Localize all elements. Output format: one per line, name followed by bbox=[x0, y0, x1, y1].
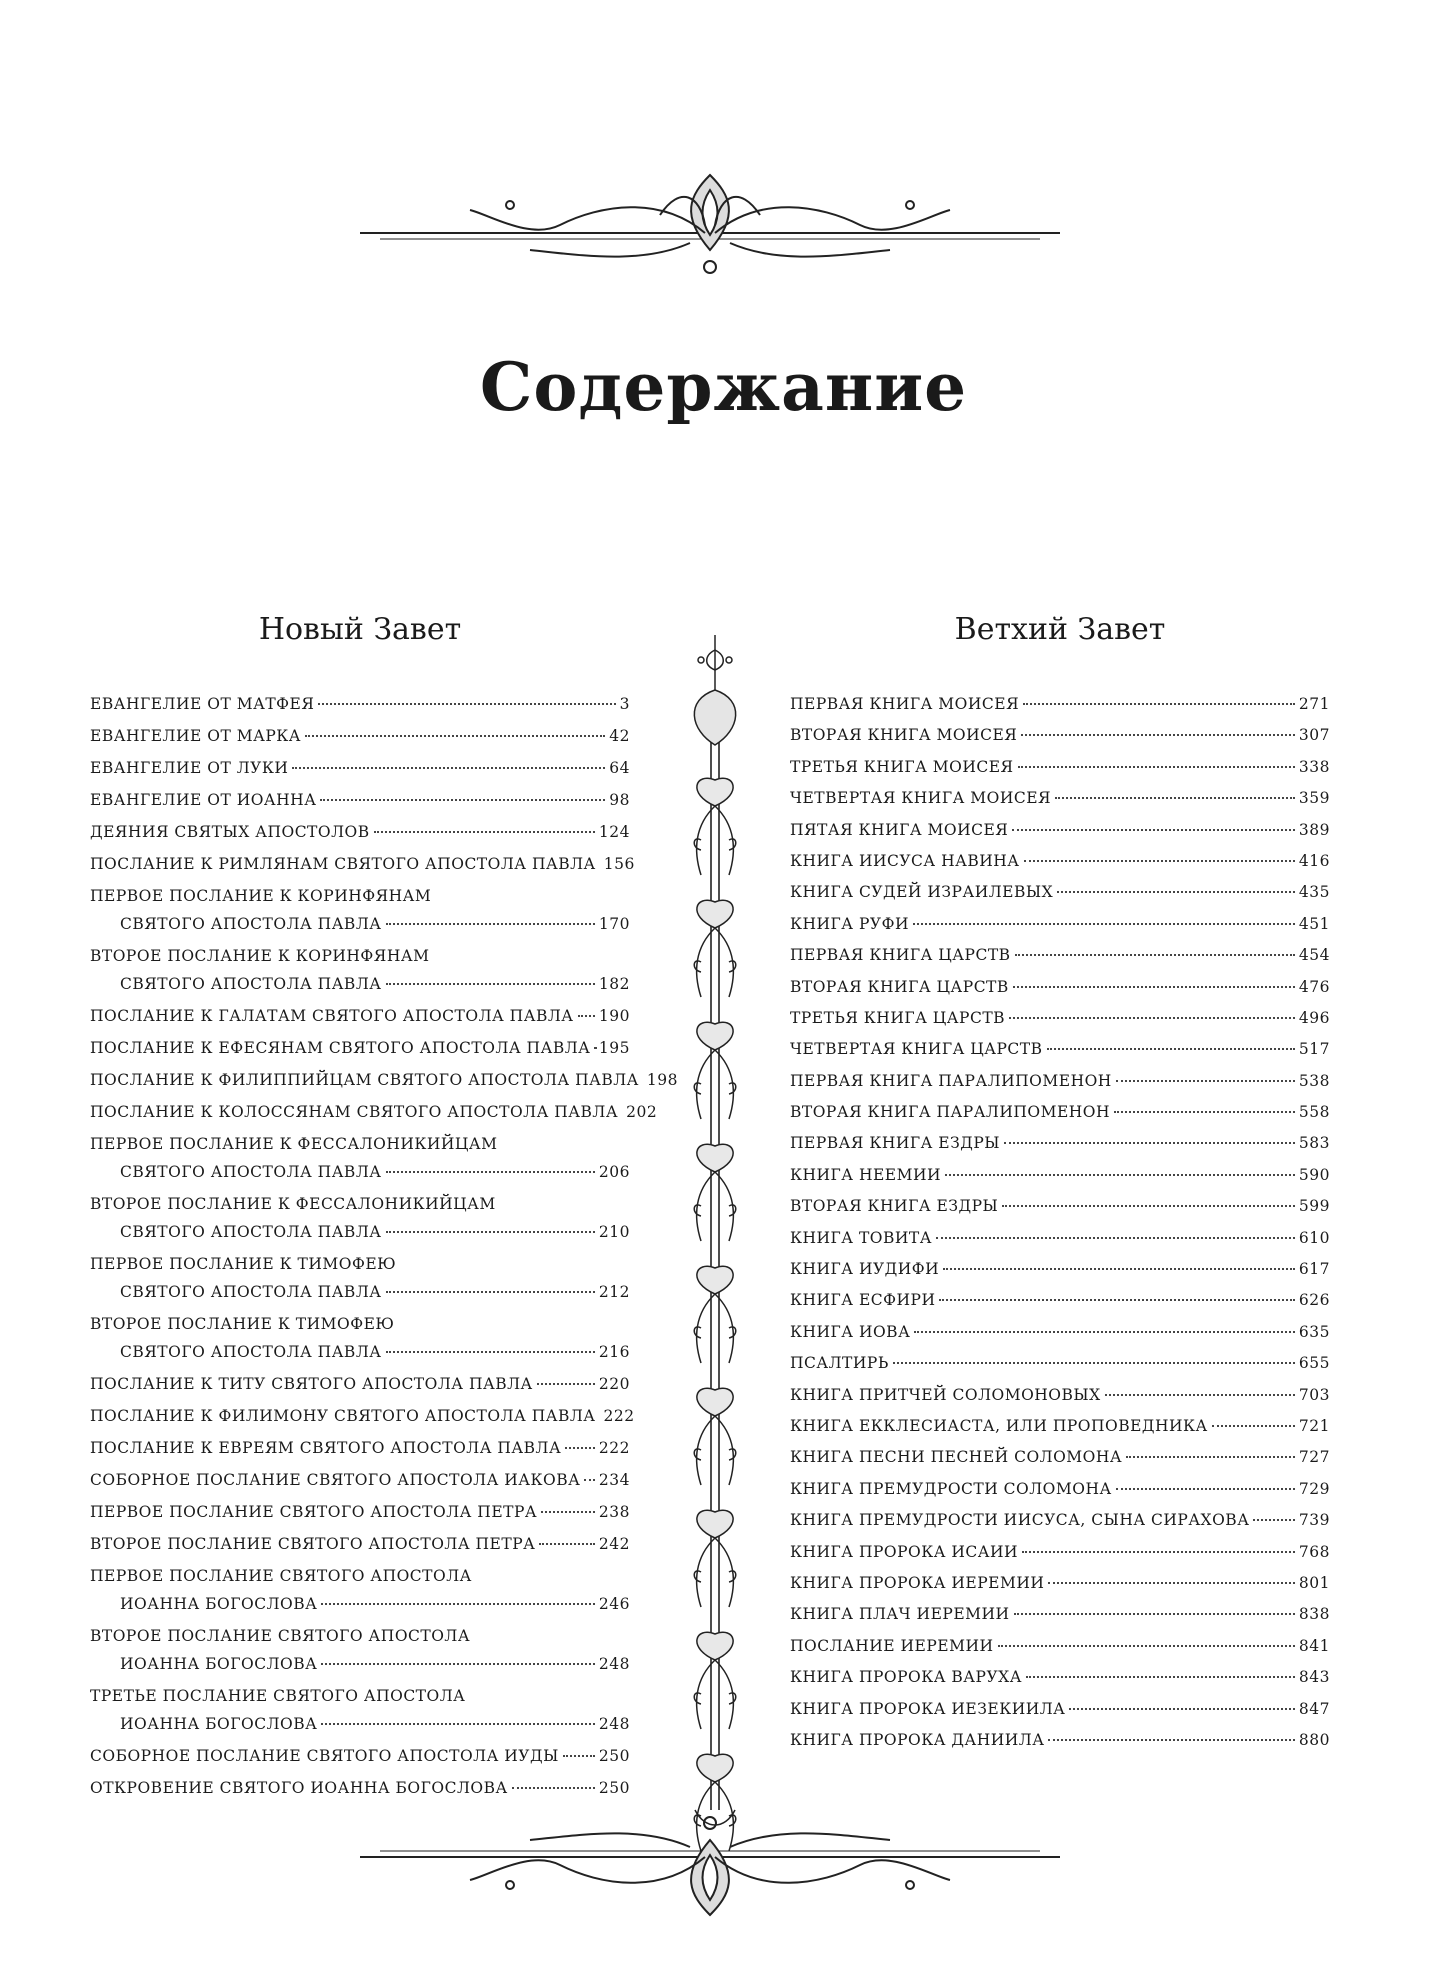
top-ornament bbox=[360, 155, 1060, 285]
toc-entry[interactable] bbox=[90, 1498, 630, 1526]
toc-entry[interactable] bbox=[90, 786, 630, 814]
toc-entry-title: ВТОРАЯ КНИГА МОИСЕЯ bbox=[790, 726, 1018, 745]
toc-entry-title: КНИГА СУДЕЙ ИЗРАИЛЕВЫХ bbox=[790, 883, 1054, 902]
toc-entry[interactable] bbox=[790, 1538, 1330, 1566]
toc-entry[interactable] bbox=[90, 1250, 630, 1306]
toc-entry[interactable] bbox=[790, 1726, 1330, 1754]
toc-entry-page: 242 bbox=[598, 1535, 630, 1553]
toc-entry-title: ВТОРАЯ КНИГА ЦАРСТВ bbox=[790, 977, 1009, 996]
dot-leader bbox=[1253, 1519, 1294, 1521]
toc-entry[interactable] bbox=[790, 1224, 1330, 1252]
dot-leader bbox=[305, 735, 605, 737]
toc-entry[interactable] bbox=[790, 1035, 1330, 1063]
toc-entry-page: 558 bbox=[1298, 1103, 1330, 1122]
toc-entry-page: 198 bbox=[646, 1071, 679, 1089]
dot-leader bbox=[1057, 891, 1295, 893]
toc-entry[interactable] bbox=[790, 1443, 1330, 1471]
toc-entry[interactable] bbox=[790, 1286, 1330, 1314]
toc-entry-title: ЕВАНГЕЛИЕ ОТ ИОАННА bbox=[90, 791, 317, 809]
toc-entry-title: СВЯТОГО АПОСТОЛА ПАВЛА bbox=[120, 1283, 382, 1301]
toc-entry[interactable] bbox=[790, 1412, 1330, 1440]
toc-entry-title: ПЕРВАЯ КНИГА МОИСЕЯ bbox=[790, 695, 1020, 713]
dot-leader bbox=[584, 1479, 595, 1481]
toc-entry[interactable] bbox=[90, 1466, 630, 1494]
dot-leader bbox=[292, 767, 605, 769]
dot-leader bbox=[1021, 734, 1295, 736]
toc-entry-page: 435 bbox=[1298, 883, 1330, 902]
old-testament-list bbox=[790, 690, 1330, 1757]
toc-entry[interactable] bbox=[90, 1034, 630, 1062]
toc-entry-title: КНИГА ЕККЛЕСИАСТА, ИЛИ ПРОПОВЕДНИКА bbox=[790, 1416, 1208, 1435]
toc-entry-page: 64 bbox=[609, 759, 630, 777]
toc-entry-title: КНИГА ПЕСНИ ПЕСНЕЙ СОЛОМОНА bbox=[790, 1448, 1123, 1467]
toc-entry-title: ПОСЛАНИЕ К ЕВРЕЯМ СВЯТОГО АПОСТОЛА ПАВЛА bbox=[90, 1439, 562, 1457]
toc-entry-page: 216 bbox=[598, 1343, 630, 1361]
toc-entry-title-line1: ПЕРВОЕ ПОСЛАНИЕ СВЯТОГО АПОСТОЛА bbox=[90, 1567, 472, 1585]
dot-leader bbox=[386, 923, 595, 925]
toc-entry[interactable] bbox=[90, 1742, 630, 1770]
toc-entry[interactable] bbox=[790, 1506, 1330, 1534]
dot-leader bbox=[1013, 986, 1295, 988]
toc-entry[interactable] bbox=[790, 1695, 1330, 1723]
toc-entry-page: 838 bbox=[1298, 1605, 1330, 1624]
toc-entry[interactable] bbox=[790, 1632, 1330, 1660]
toc-entry-page: 655 bbox=[1298, 1354, 1330, 1373]
toc-entry-title: КНИГА ИУДИФИ bbox=[790, 1260, 940, 1279]
toc-entry-title-line1: ПЕРВОЕ ПОСЛАНИЕ К ФЕССАЛОНИКИЙЦАМ bbox=[90, 1135, 498, 1153]
dot-leader bbox=[945, 1174, 1295, 1176]
divider-flower-motif bbox=[694, 778, 736, 875]
toc-entry[interactable] bbox=[90, 1774, 630, 1802]
dot-leader bbox=[893, 1362, 1295, 1364]
divider-flower-motif bbox=[694, 900, 736, 997]
dot-leader bbox=[1069, 1708, 1294, 1710]
dot-leader bbox=[539, 1543, 595, 1545]
toc-entry-page: 635 bbox=[1298, 1322, 1330, 1341]
toc-entry-title: КНИГА ПРЕМУДРОСТИ ИИСУСА, СЫНА СИРАХОВА bbox=[790, 1511, 1250, 1530]
toc-entry[interactable] bbox=[90, 1562, 630, 1618]
toc-entry-title: СВЯТОГО АПОСТОЛА ПАВЛА bbox=[120, 1343, 382, 1361]
dot-leader bbox=[320, 799, 605, 801]
dot-leader bbox=[939, 1299, 1294, 1301]
toc-entry-page: 610 bbox=[1298, 1228, 1330, 1247]
dot-leader bbox=[1015, 954, 1295, 956]
toc-entry-title-line1: ВТОРОЕ ПОСЛАНИЕ К ФЕССАЛОНИКИЙЦАМ bbox=[90, 1195, 496, 1213]
toc-entry-page: 538 bbox=[1298, 1071, 1330, 1090]
toc-entry-page: 202 bbox=[626, 1103, 658, 1121]
toc-entry-page: 517 bbox=[1298, 1040, 1330, 1059]
toc-entry[interactable] bbox=[790, 1129, 1330, 1157]
toc-entry-page: 739 bbox=[1298, 1511, 1330, 1530]
toc-entry-title: ЕВАНГЕЛИЕ ОТ МАТФЕЯ bbox=[90, 695, 315, 713]
divider-flower-motif bbox=[694, 1144, 736, 1241]
dot-leader bbox=[913, 923, 1295, 925]
toc-entry-page: 454 bbox=[1298, 946, 1330, 965]
toc-entry-page: 476 bbox=[1298, 977, 1330, 996]
toc-entry-page: 124 bbox=[598, 823, 630, 841]
dot-leader bbox=[541, 1511, 595, 1513]
toc-entry-page: 583 bbox=[1298, 1134, 1330, 1153]
toc-entry[interactable] bbox=[790, 1192, 1330, 1220]
toc-entry-page: 338 bbox=[1298, 757, 1330, 776]
toc-entry-title: ТРЕТЬЯ КНИГА ЦАРСТВ bbox=[790, 1008, 1006, 1027]
toc-entry[interactable] bbox=[790, 784, 1330, 812]
toc-entry[interactable] bbox=[90, 1434, 630, 1462]
toc-entry-page: 190 bbox=[598, 1007, 630, 1025]
toc-entry[interactable] bbox=[90, 690, 630, 718]
toc-entry[interactable] bbox=[790, 721, 1330, 749]
toc-entry-page: 170 bbox=[598, 915, 630, 933]
toc-entry-title: КНИГА НЕЕМИИ bbox=[790, 1165, 942, 1184]
toc-entry[interactable] bbox=[90, 1622, 630, 1678]
new-testament-list bbox=[90, 690, 679, 1806]
toc-entry-title: ВТОРОЕ ПОСЛАНИЕ СВЯТОГО АПОСТОЛА ПЕТРА bbox=[90, 1535, 536, 1553]
toc-entry[interactable] bbox=[90, 754, 630, 782]
toc-entry[interactable] bbox=[90, 1130, 630, 1186]
toc-entry-title: КНИГА ПРОРОКА ДАНИИЛА bbox=[790, 1730, 1045, 1749]
toc-entry-page: 220 bbox=[598, 1375, 630, 1393]
toc-entry-title: ИОАННА БОГОСЛОВА bbox=[120, 1595, 318, 1613]
toc-entry-page: 801 bbox=[1298, 1573, 1330, 1592]
dot-leader bbox=[374, 831, 595, 833]
dot-leader bbox=[1105, 1394, 1295, 1396]
toc-entry-page: 222 bbox=[598, 1439, 630, 1457]
toc-entry-page: 389 bbox=[1298, 820, 1330, 839]
divider-flower-motif bbox=[694, 1022, 736, 1119]
toc-entry-title: ПЯТАЯ КНИГА МОИСЕЯ bbox=[790, 820, 1009, 839]
toc-entry-page: 768 bbox=[1298, 1542, 1330, 1561]
toc-entry-page: 238 bbox=[598, 1503, 630, 1521]
toc-entry[interactable] bbox=[90, 1682, 630, 1738]
toc-entry-title: ПОСЛАНИЕ К ЕФЕСЯНАМ СВЯТОГО АПОСТОЛА ПАВЛА bbox=[90, 1039, 591, 1057]
toc-entry-page: 248 bbox=[598, 1655, 630, 1673]
divider-flower-motif bbox=[694, 1266, 736, 1363]
toc-entry[interactable] bbox=[790, 1318, 1330, 1346]
dot-leader bbox=[1022, 1551, 1295, 1553]
dot-leader bbox=[386, 1231, 595, 1233]
dot-leader bbox=[578, 1015, 595, 1017]
toc-entry-page: 307 bbox=[1298, 726, 1330, 745]
dot-leader bbox=[1212, 1425, 1295, 1427]
toc-entry-title: ИОАННА БОГОСЛОВА bbox=[120, 1655, 318, 1673]
dot-leader bbox=[1126, 1456, 1295, 1458]
toc-entry-page: 222 bbox=[603, 1407, 635, 1425]
toc-entry[interactable] bbox=[90, 942, 630, 998]
toc-entry-page: 721 bbox=[1298, 1416, 1330, 1435]
toc-entry[interactable] bbox=[90, 1530, 630, 1558]
dot-leader bbox=[998, 1645, 1295, 1647]
divider-flower-motif bbox=[694, 1510, 736, 1607]
toc-entry-page: 843 bbox=[1298, 1668, 1330, 1687]
toc-entry-page: 182 bbox=[598, 975, 630, 993]
dot-leader bbox=[1018, 766, 1295, 768]
toc-entry-title: ЧЕТВЕРТАЯ КНИГА МОИСЕЯ bbox=[790, 789, 1052, 808]
toc-entry-page: 250 bbox=[598, 1747, 630, 1765]
dot-leader bbox=[386, 1351, 595, 1353]
toc-entry-title-line1: ВТОРОЕ ПОСЛАНИЕ К КОРИНФЯНАМ bbox=[90, 947, 430, 965]
dot-leader bbox=[386, 1291, 595, 1293]
toc-entry[interactable] bbox=[790, 1067, 1330, 1095]
dot-leader bbox=[1004, 1142, 1295, 1144]
dot-leader bbox=[1026, 1676, 1295, 1678]
toc-entry-title: ПЕРВАЯ КНИГА ЕЗДРЫ bbox=[790, 1134, 1001, 1153]
toc-entry-title: ЕВАНГЕЛИЕ ОТ МАРКА bbox=[90, 727, 301, 745]
toc-entry[interactable] bbox=[790, 1381, 1330, 1409]
toc-entry-title: ПОСЛАНИЕ К КОЛОССЯНАМ СВЯТОГО АПОСТОЛА ПАВЛА bbox=[90, 1103, 619, 1121]
toc-entry-title: ТРЕТЬЯ КНИГА МОИСЕЯ bbox=[790, 757, 1014, 776]
divider-flower-motif bbox=[694, 1632, 736, 1729]
dot-leader bbox=[1014, 1613, 1295, 1615]
dot-leader bbox=[1012, 829, 1295, 831]
dot-leader bbox=[1002, 1205, 1295, 1207]
dot-leader bbox=[321, 1723, 595, 1725]
toc-entry[interactable] bbox=[90, 850, 635, 878]
toc-entry-title: ЕВАНГЕЛИЕ ОТ ЛУКИ bbox=[90, 759, 289, 777]
toc-entry-title: КНИГА ПЛАЧ ИЕРЕМИИ bbox=[790, 1605, 1010, 1624]
toc-entry-title: ПЕРВОЕ ПОСЛАНИЕ СВЯТОГО АПОСТОЛА ПЕТРА bbox=[90, 1503, 538, 1521]
toc-entry-title: КНИГА ИОВА bbox=[790, 1322, 911, 1341]
toc-entry-page: 234 bbox=[598, 1471, 630, 1489]
dot-leader bbox=[1024, 860, 1295, 862]
dot-leader bbox=[1009, 1017, 1295, 1019]
toc-entry-title: ПОСЛАНИЕ К ГАЛАТАМ СВЯТОГО АПОСТОЛА ПАВЛА bbox=[90, 1007, 574, 1025]
toc-entry-title: СВЯТОГО АПОСТОЛА ПАВЛА bbox=[120, 975, 382, 993]
toc-entry-title: ПОСЛАНИЕ К РИМЛЯНАМ СВЯТОГО АПОСТОЛА ПАВЛА bbox=[90, 855, 596, 873]
toc-entry-title: СВЯТОГО АПОСТОЛА ПАВЛА bbox=[120, 1163, 382, 1181]
toc-entry[interactable] bbox=[90, 1190, 630, 1246]
toc-entry[interactable] bbox=[90, 1402, 635, 1430]
toc-entry-page: 3 bbox=[619, 695, 630, 713]
toc-entry-title: ДЕЯНИЯ СВЯТЫХ АПОСТОЛОВ bbox=[90, 823, 370, 841]
toc-entry-page: 42 bbox=[609, 727, 630, 745]
toc-entry-title: ПОСЛАНИЕ К ТИТУ СВЯТОГО АПОСТОЛА ПАВЛА bbox=[90, 1375, 533, 1393]
toc-entry-page: 590 bbox=[1298, 1165, 1330, 1184]
dot-leader bbox=[936, 1237, 1295, 1239]
toc-entry[interactable] bbox=[790, 973, 1330, 1001]
new-testament-heading: Новый Завет bbox=[258, 612, 462, 647]
toc-entry[interactable] bbox=[790, 1349, 1330, 1377]
toc-entry[interactable] bbox=[790, 1475, 1330, 1503]
toc-entry-title-line1: ВТОРОЕ ПОСЛАНИЕ К ТИМОФЕЮ bbox=[90, 1315, 395, 1333]
toc-entry-page: 451 bbox=[1298, 914, 1330, 933]
toc-entry[interactable] bbox=[90, 1098, 658, 1126]
dot-leader bbox=[318, 703, 615, 705]
dot-leader bbox=[1048, 1739, 1294, 1741]
toc-entry-title: КНИГА РУФИ bbox=[790, 914, 909, 933]
toc-entry-page: 206 bbox=[598, 1163, 630, 1181]
toc-entry-page: 248 bbox=[598, 1715, 630, 1733]
toc-entry-title: ПСАЛТИРЬ bbox=[790, 1354, 889, 1373]
toc-entry[interactable] bbox=[90, 1002, 630, 1030]
dot-leader bbox=[1055, 797, 1295, 799]
toc-entry[interactable] bbox=[790, 847, 1330, 875]
toc-entry[interactable] bbox=[90, 1066, 679, 1094]
toc-entry-page: 98 bbox=[609, 791, 630, 809]
dot-leader bbox=[943, 1268, 1295, 1270]
toc-entry-title: КНИГА ПРЕМУДРОСТИ СОЛОМОНА bbox=[790, 1479, 1112, 1498]
dot-leader bbox=[386, 1171, 595, 1173]
dot-leader bbox=[914, 1331, 1295, 1333]
toc-entry[interactable] bbox=[90, 882, 630, 938]
toc-entry-page: 359 bbox=[1298, 789, 1330, 808]
toc-entry-title: ПОСЛАНИЕ К ФИЛИМОНУ СВЯТОГО АПОСТОЛА ПАВЛА bbox=[90, 1407, 596, 1425]
toc-entry-title: ЧЕТВЕРТАЯ КНИГА ЦАРСТВ bbox=[790, 1040, 1043, 1059]
toc-entry-title: ПЕРВАЯ КНИГА ЦАРСТВ bbox=[790, 946, 1011, 965]
toc-entry[interactable] bbox=[90, 818, 630, 846]
toc-entry-page: 210 bbox=[598, 1223, 630, 1241]
toc-entry[interactable] bbox=[790, 1255, 1330, 1283]
divider-flower-motif bbox=[694, 1388, 736, 1485]
toc-entry[interactable] bbox=[790, 878, 1330, 906]
dot-leader bbox=[594, 1047, 595, 1049]
vertical-floral-divider bbox=[665, 630, 765, 1860]
toc-entry[interactable] bbox=[790, 1600, 1330, 1628]
toc-entry-title: КНИГА ПРОРОКА ИЕЗЕКИИЛА bbox=[790, 1699, 1066, 1718]
toc-entry-page: 250 bbox=[598, 1779, 630, 1797]
toc-entry-title: СВЯТОГО АПОСТОЛА ПАВЛА bbox=[120, 915, 382, 933]
toc-entry[interactable] bbox=[790, 1098, 1330, 1126]
toc-entry-page: 847 bbox=[1298, 1699, 1330, 1718]
toc-entry-page: 880 bbox=[1298, 1730, 1330, 1749]
toc-entry[interactable] bbox=[90, 722, 630, 750]
toc-entry-title: ИОАННА БОГОСЛОВА bbox=[120, 1715, 318, 1733]
toc-entry-page: 212 bbox=[598, 1283, 630, 1301]
dot-leader bbox=[1048, 1582, 1295, 1584]
dot-leader bbox=[1047, 1048, 1295, 1050]
toc-entry-page: 727 bbox=[1298, 1448, 1330, 1467]
toc-entry[interactable] bbox=[790, 910, 1330, 938]
toc-entry-page: 841 bbox=[1298, 1636, 1330, 1655]
dot-leader bbox=[386, 983, 595, 985]
toc-entry-page: 729 bbox=[1298, 1479, 1330, 1498]
toc-entry-title: ВТОРАЯ КНИГА ЕЗДРЫ bbox=[790, 1197, 999, 1216]
toc-entry-title: СОБОРНОЕ ПОСЛАНИЕ СВЯТОГО АПОСТОЛА ИАКОВА bbox=[90, 1471, 581, 1489]
toc-entry-page: 195 bbox=[598, 1039, 630, 1057]
toc-entry[interactable] bbox=[790, 1569, 1330, 1597]
toc-entry[interactable] bbox=[790, 1004, 1330, 1032]
toc-entry-page: 246 bbox=[598, 1595, 630, 1613]
toc-entry-title: СОБОРНОЕ ПОСЛАНИЕ СВЯТОГО АПОСТОЛА ИУДЫ bbox=[90, 1747, 559, 1765]
dot-leader bbox=[563, 1755, 595, 1757]
toc-entry[interactable] bbox=[790, 753, 1330, 781]
toc-entry-title-line1: ПЕРВОЕ ПОСЛАНИЕ К КОРИНФЯНАМ bbox=[90, 887, 432, 905]
toc-entry-title: КНИГА ПРИТЧЕЙ СОЛОМОНОВЫХ bbox=[790, 1385, 1101, 1404]
toc-entry-title: ОТКРОВЕНИЕ СВЯТОГО ИОАННА БОГОСЛОВА bbox=[90, 1779, 508, 1797]
toc-entry-page: 626 bbox=[1298, 1291, 1330, 1310]
toc-entry-title: ПОСЛАНИЕ ИЕРЕМИИ bbox=[790, 1636, 994, 1655]
toc-entry-title: КНИГА ЕСФИРИ bbox=[790, 1291, 936, 1310]
toc-entry-title: КНИГА ПРОРОКА ИЕРЕМИИ bbox=[790, 1573, 1045, 1592]
toc-entry-page: 703 bbox=[1298, 1385, 1330, 1404]
dot-leader bbox=[537, 1383, 595, 1385]
toc-entry-page: 156 bbox=[603, 855, 635, 873]
toc-entry-title: СВЯТОГО АПОСТОЛА ПАВЛА bbox=[120, 1223, 382, 1241]
toc-entry-title: ВТОРАЯ КНИГА ПАРАЛИПОМЕНОН bbox=[790, 1103, 1111, 1122]
toc-entry-page: 617 bbox=[1298, 1260, 1330, 1279]
toc-entry-title-line1: ТРЕТЬЕ ПОСЛАНИЕ СВЯТОГО АПОСТОЛА bbox=[90, 1687, 466, 1705]
dot-leader bbox=[512, 1787, 595, 1789]
toc-entry-title-line1: ВТОРОЕ ПОСЛАНИЕ СВЯТОГО АПОСТОЛА bbox=[90, 1627, 471, 1645]
page-title: Содержание bbox=[479, 348, 968, 426]
bottom-ornament bbox=[360, 1805, 1060, 1935]
old-testament-heading: Ветхий Завет bbox=[954, 612, 1166, 647]
dot-leader bbox=[1023, 703, 1295, 705]
toc-entry-title: ПОСЛАНИЕ К ФИЛИППИЙЦАМ СВЯТОГО АПОСТОЛА ПАВЛА bbox=[90, 1071, 639, 1089]
toc-entry[interactable] bbox=[790, 690, 1330, 718]
toc-entry[interactable] bbox=[790, 816, 1330, 844]
toc-entry-title: ПЕРВАЯ КНИГА ПАРАЛИПОМЕНОН bbox=[790, 1071, 1112, 1090]
toc-entry-page: 496 bbox=[1298, 1008, 1330, 1027]
toc-entry[interactable] bbox=[790, 1161, 1330, 1189]
toc-entry[interactable] bbox=[90, 1310, 630, 1366]
toc-entry-title: КНИГА ТОВИТА bbox=[790, 1228, 932, 1247]
toc-entry-page: 599 bbox=[1298, 1197, 1330, 1216]
toc-entry-title: КНИГА ПРОРОКА ВАРУХА bbox=[790, 1668, 1022, 1687]
toc-entry-title: КНИГА ИИСУСА НАВИНА bbox=[790, 851, 1020, 870]
dot-leader bbox=[565, 1447, 595, 1449]
dot-leader bbox=[1114, 1111, 1295, 1113]
toc-entry[interactable] bbox=[90, 1370, 630, 1398]
toc-entry[interactable] bbox=[790, 1663, 1330, 1691]
toc-entry-page: 271 bbox=[1298, 695, 1330, 713]
dot-leader bbox=[321, 1603, 595, 1605]
toc-entry[interactable] bbox=[790, 941, 1330, 969]
dot-leader bbox=[1116, 1080, 1295, 1082]
toc-entry-title: КНИГА ПРОРОКА ИСАИИ bbox=[790, 1542, 1019, 1561]
dot-leader bbox=[321, 1663, 595, 1665]
toc-entry-title-line1: ПЕРВОЕ ПОСЛАНИЕ К ТИМОФЕЮ bbox=[90, 1255, 397, 1273]
toc-entry-page: 416 bbox=[1298, 851, 1330, 870]
dot-leader bbox=[1116, 1488, 1295, 1490]
